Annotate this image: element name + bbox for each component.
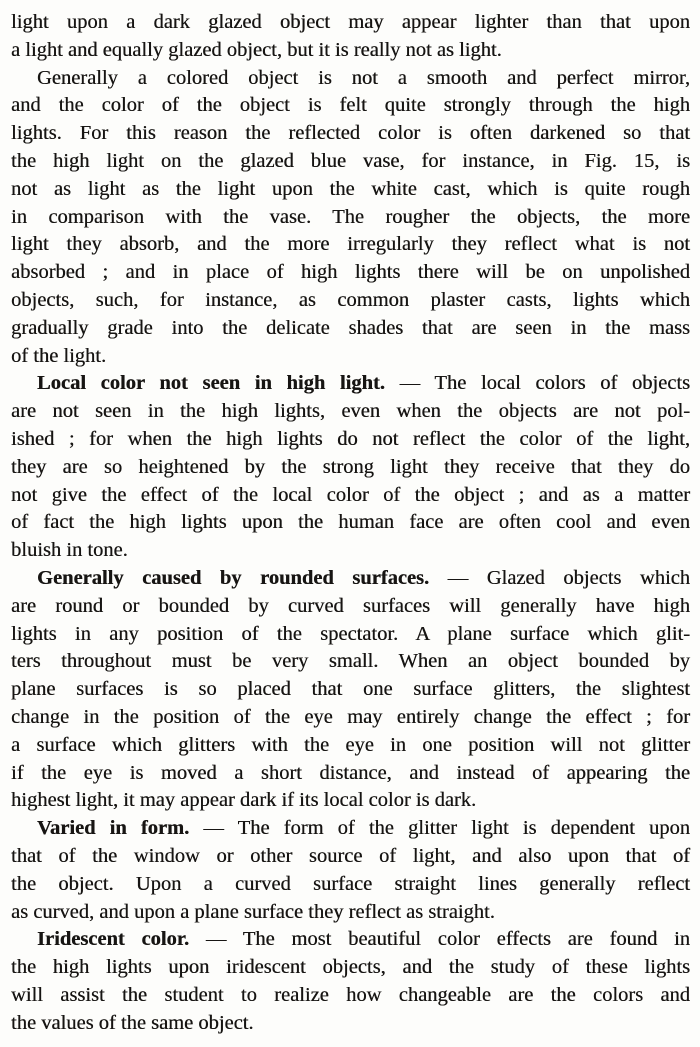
text-line bbox=[11, 231, 690, 259]
line-text: bluish in tone. bbox=[11, 539, 128, 562]
line-text: they are so heightened by the strong light they receive that they do bbox=[11, 455, 690, 478]
text-line bbox=[11, 954, 690, 982]
line-text: if the eye is moved a short distance, and instead of appearing the bbox=[11, 761, 690, 784]
line-text: plane surfaces is so placed that one surface glitters, the slightest bbox=[11, 678, 690, 701]
text-line bbox=[11, 9, 690, 37]
text-line bbox=[11, 370, 690, 398]
text-line bbox=[11, 676, 690, 704]
text-line bbox=[11, 1010, 690, 1038]
text-line bbox=[11, 176, 690, 204]
text-line bbox=[11, 37, 690, 65]
text-line bbox=[11, 287, 690, 315]
line-text: ters throughout must be very small. When an object bounded by bbox=[11, 650, 690, 673]
line-text: the high light on the glazed blue vase, for instance, in Fig. 15, is bbox=[11, 149, 690, 172]
line-text: of the light. bbox=[11, 344, 107, 367]
text-line bbox=[11, 343, 690, 371]
line-text: the values of the same object. bbox=[11, 1011, 254, 1034]
line-text: in comparison with the vase. The rougher the objects, the more bbox=[11, 205, 690, 228]
line-text: absorbed ; and in place of high lights there will be on unpolished bbox=[11, 261, 690, 284]
text-line bbox=[11, 593, 690, 621]
paragraph bbox=[11, 65, 690, 371]
text-line bbox=[11, 648, 690, 676]
line-text: gradually grade into the delicate shades that are seen in the mass bbox=[11, 316, 690, 339]
text-line bbox=[11, 120, 690, 148]
text-line bbox=[11, 732, 690, 760]
line-text: are round or bounded by curved surfaces will generally have high bbox=[11, 594, 690, 617]
line-text: not as light as the light upon the white cast, which is quite rough bbox=[11, 177, 690, 200]
paragraph bbox=[11, 926, 690, 1037]
line-text: — The most beautiful color effects are found in bbox=[189, 928, 690, 951]
line-text: are not seen in the high lights, even when the objects are not pol- bbox=[11, 400, 690, 423]
text-line bbox=[11, 148, 690, 176]
paragraph bbox=[11, 815, 690, 926]
run-in-heading: Varied in form. bbox=[37, 817, 190, 840]
paragraph bbox=[11, 370, 690, 565]
line-text: and the color of the object is felt quite strongly through the high bbox=[11, 94, 690, 117]
line-text: that of the window or other source of light, and also upon that of bbox=[11, 844, 690, 867]
text-line bbox=[11, 454, 690, 482]
page-text bbox=[11, 9, 690, 1037]
text-line bbox=[11, 204, 690, 232]
line-text: a surface which glitters with the eye in one position will not glitter bbox=[11, 733, 690, 756]
text-line bbox=[11, 565, 690, 593]
text-line bbox=[11, 315, 690, 343]
text-line bbox=[11, 899, 690, 927]
line-text: — The form of the glitter light is dependent upon bbox=[189, 817, 690, 840]
text-line bbox=[11, 982, 690, 1010]
line-text: — The local colors of objects bbox=[384, 372, 690, 395]
text-line bbox=[11, 537, 690, 565]
line-text: as curved, and upon a plane surface they reflect as straight. bbox=[11, 900, 495, 923]
text-line bbox=[11, 926, 690, 954]
text-line bbox=[11, 426, 690, 454]
line-text: not give the effect of the local color of the object ; and as a matter bbox=[11, 483, 690, 506]
text-line bbox=[11, 787, 690, 815]
line-text: a light and equally glazed object, but it is really not as light. bbox=[11, 38, 502, 61]
text-line bbox=[11, 843, 690, 871]
line-text: light they absorb, and the more irregularly they reflect what is not bbox=[11, 233, 690, 256]
paragraph bbox=[11, 565, 690, 815]
line-text: light upon a dark glazed object may appear lighter than that upon bbox=[11, 11, 690, 33]
text-line bbox=[11, 760, 690, 788]
text-line bbox=[11, 482, 690, 510]
run-in-heading: Generally caused by rounded surfaces. bbox=[37, 566, 430, 589]
line-text: of fact the high lights upon the human face are often cool and even bbox=[11, 511, 690, 534]
text-line bbox=[11, 815, 690, 843]
line-text: the object. Upon a curved surface straight lines generally reflect bbox=[11, 872, 690, 895]
line-text: lights. For this reason the reflected color is often darkened so that bbox=[11, 122, 690, 145]
text-line bbox=[11, 621, 690, 649]
line-text: — Glazed objects which bbox=[429, 566, 691, 589]
text-line bbox=[11, 398, 690, 426]
line-text: ished ; for when the high lights do not reflect the color of the light, bbox=[11, 427, 690, 450]
line-text: will assist the student to realize how changeable are the colors and bbox=[11, 983, 690, 1006]
line-text: the high lights upon iridescent objects, and the study of these lights bbox=[11, 956, 690, 979]
text-line bbox=[11, 92, 690, 120]
line-text: objects, such, for instance, as common plaster casts, lights which bbox=[11, 288, 690, 311]
text-line bbox=[11, 704, 690, 732]
line-text: change in the position of the eye may entirely change the effect ; for bbox=[11, 705, 690, 728]
line-text: highest light, it may appear dark if its local color is dark. bbox=[11, 789, 477, 812]
paragraph bbox=[11, 9, 690, 65]
line-text: Generally a colored object is not a smooth and perfect mirror, bbox=[37, 66, 690, 89]
text-line bbox=[11, 509, 690, 537]
run-in-heading: Iridescent color. bbox=[37, 928, 190, 951]
text-line bbox=[11, 259, 690, 287]
run-in-heading: Local color not seen in high light. bbox=[37, 372, 385, 395]
text-line bbox=[11, 65, 690, 93]
line-text: lights in any position of the spectator. A plane surface which glit- bbox=[11, 622, 690, 645]
text-line bbox=[11, 871, 690, 899]
